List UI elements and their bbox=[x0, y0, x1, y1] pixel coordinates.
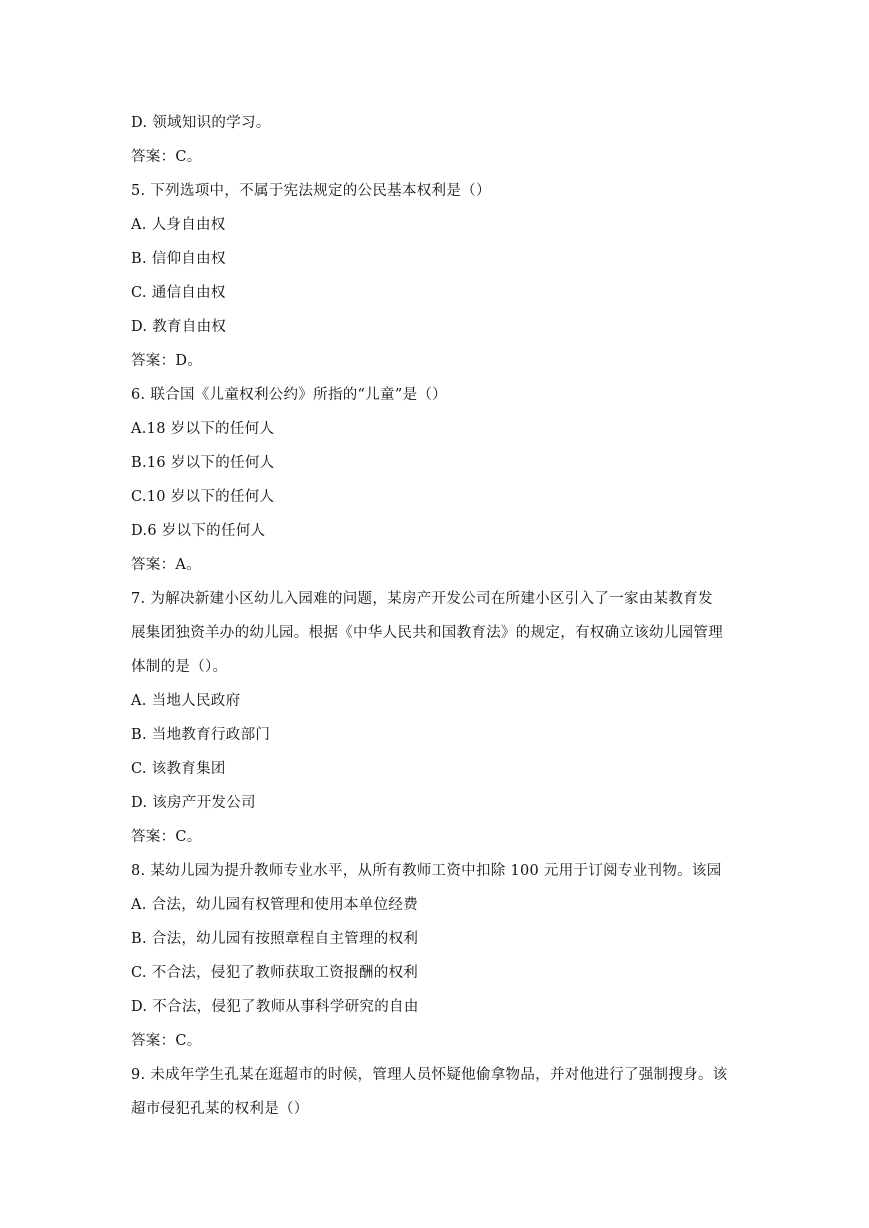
q9-question-line-2: 超市侵犯孔某的权利是（） bbox=[131, 1101, 309, 1117]
q5-option-a: A. 人身自由权 bbox=[131, 217, 226, 233]
q6-option-a: A.18 岁以下的任何人 bbox=[131, 421, 275, 437]
q8-option-a: A. 合法，幼儿园有权管理和使用本单位经费 bbox=[131, 897, 418, 913]
q5-option-b: B. 信仰自由权 bbox=[131, 251, 226, 267]
q6-answer: 答案：A。 bbox=[131, 557, 201, 573]
q7-answer: 答案：C。 bbox=[131, 829, 202, 845]
q5-option-d: D. 教育自由权 bbox=[131, 319, 227, 335]
q8-answer: 答案：C。 bbox=[131, 1033, 202, 1049]
q6-option-b: B.16 岁以下的任何人 bbox=[131, 455, 275, 471]
q8-option-b: B. 合法，幼儿园有按照章程自主管理的权利 bbox=[131, 931, 419, 947]
q7-option-a: A. 当地人民政府 bbox=[131, 693, 241, 709]
q7-option-c: C. 该教育集团 bbox=[131, 761, 226, 777]
q8-question: 8. 某幼儿园为提升教师专业水平，从所有教师工资中扣除 100 元用于订阅专业刊物。该园 bbox=[131, 863, 722, 879]
q4-option-d: D. 领域知识的学习。 bbox=[131, 115, 271, 131]
q7-question-line-3: 体制的是（）。 bbox=[131, 659, 228, 675]
q8-option-d: D. 不合法，侵犯了教师从事科学研究的自由 bbox=[131, 999, 419, 1015]
q8-option-c: C. 不合法，侵犯了教师获取工资报酬的权利 bbox=[131, 965, 419, 981]
q7-question-line-2: 展集团独资羊办的幼儿园。根据《中华人民共和国教育法》的规定，有权确立该幼儿园管理 bbox=[131, 625, 723, 641]
q6-question: 6. 联合国《儿童权利公约》所指的“儿童”是（） bbox=[131, 387, 447, 403]
q6-option-c: C.10 岁以下的任何人 bbox=[131, 489, 275, 505]
q5-option-c: C. 通信自由权 bbox=[131, 285, 226, 301]
q7-option-b: B. 当地教育行政部门 bbox=[131, 727, 271, 743]
q7-question-line-1: 7. 为解决新建小区幼儿入园难的问题，某房产开发公司在所建小区引入了一家由某教育发 bbox=[131, 591, 713, 607]
q5-answer: 答案：D。 bbox=[131, 353, 203, 369]
q5-question: 5. 下列选项中，不属于宪法规定的公民基本权利是（） bbox=[131, 183, 491, 199]
q9-question-line-1: 9. 未成年学生孔某在逛超市的时候，管理人员怀疑他偷拿物品，并对他进行了强制搜身。该 bbox=[131, 1067, 728, 1083]
q7-option-d: D. 该房产开发公司 bbox=[131, 795, 256, 811]
q6-option-d: D.6 岁以下的任何人 bbox=[131, 523, 266, 539]
q4-answer: 答案：C。 bbox=[131, 149, 202, 165]
